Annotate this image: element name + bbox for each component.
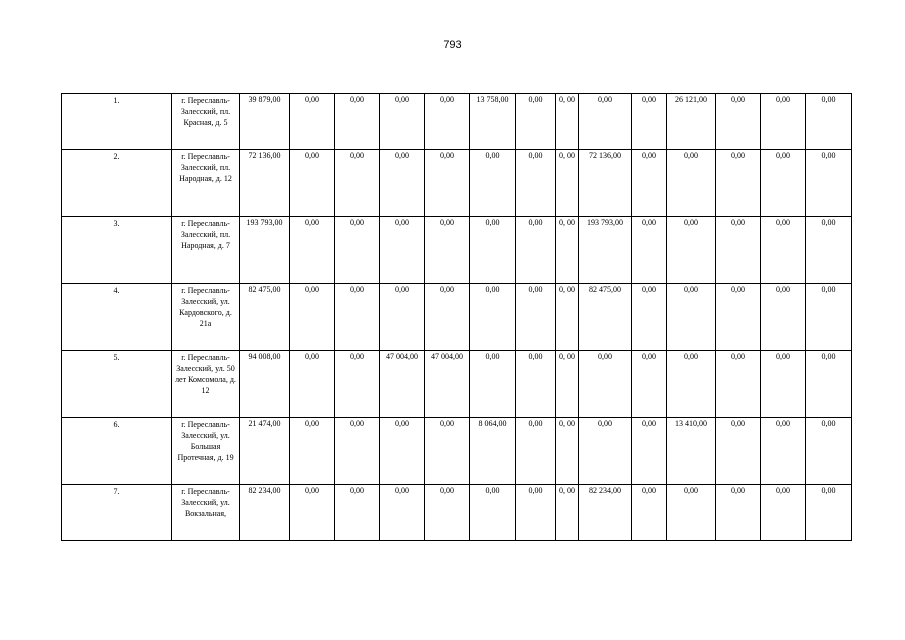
value-cell: 0,00	[425, 284, 470, 351]
value-cell: 0, 00	[556, 418, 579, 485]
value-cell: 0,00	[806, 284, 852, 351]
value-cell: 0,00	[632, 150, 667, 217]
value-cell: 0,00	[632, 94, 667, 150]
value-cell: 26 121,00	[667, 94, 716, 150]
value-cell: 39 879,00	[240, 94, 290, 150]
value-cell: 0,00	[516, 217, 556, 284]
value-cell: 0,00	[470, 284, 516, 351]
address-cell: г. Переславль-Залесский, ул. Вокзальная,	[172, 485, 240, 541]
row-number: 1.	[62, 94, 172, 150]
value-cell: 0,00	[335, 94, 380, 150]
value-cell: 0,00	[516, 418, 556, 485]
value-cell: 0,00	[290, 418, 335, 485]
value-cell: 0,00	[716, 485, 761, 541]
value-cell: 47 004,00	[380, 351, 425, 418]
value-cell: 0,00	[290, 284, 335, 351]
value-cell: 0,00	[290, 94, 335, 150]
value-cell: 0,00	[470, 485, 516, 541]
value-cell: 13 758,00	[470, 94, 516, 150]
value-cell: 0,00	[716, 150, 761, 217]
value-cell: 0,00	[516, 351, 556, 418]
value-cell: 0, 00	[556, 94, 579, 150]
address-cell: г. Переславль-Залесский, ул. 50 лет Комсомола, д. 12	[172, 351, 240, 418]
value-cell: 82 475,00	[240, 284, 290, 351]
value-cell: 0,00	[667, 485, 716, 541]
value-cell: 0,00	[667, 284, 716, 351]
value-cell: 47 004,00	[425, 351, 470, 418]
value-cell: 0,00	[335, 150, 380, 217]
value-cell: 0, 00	[556, 217, 579, 284]
value-cell: 0,00	[761, 485, 806, 541]
table-row	[62, 284, 852, 351]
address-cell: г. Переславль-Залесский, пл. Народная, д. 7	[172, 217, 240, 284]
address-cell: г. Переславль-Залесский, пл. Народная, д. 12	[172, 150, 240, 217]
value-cell: 0,00	[380, 418, 425, 485]
value-cell: 0,00	[667, 217, 716, 284]
row-number: 7.	[62, 485, 172, 541]
row-number: 5.	[62, 351, 172, 418]
value-cell: 0,00	[806, 217, 852, 284]
row-number: 6.	[62, 418, 172, 485]
table-row	[62, 217, 852, 284]
value-cell: 0,00	[806, 150, 852, 217]
value-cell: 0,00	[761, 217, 806, 284]
value-cell: 0,00	[425, 418, 470, 485]
row-number: 4.	[62, 284, 172, 351]
value-cell: 0,00	[579, 418, 632, 485]
value-cell: 0,00	[335, 284, 380, 351]
value-cell: 0,00	[579, 351, 632, 418]
value-cell: 0,00	[380, 94, 425, 150]
value-cell: 0,00	[516, 150, 556, 217]
value-cell: 0,00	[806, 418, 852, 485]
data-table	[61, 93, 852, 541]
table-body	[62, 94, 852, 541]
value-cell: 0,00	[425, 485, 470, 541]
value-cell: 0,00	[806, 94, 852, 150]
value-cell: 0,00	[761, 284, 806, 351]
value-cell: 0,00	[632, 217, 667, 284]
value-cell: 0,00	[761, 351, 806, 418]
value-cell: 0,00	[579, 94, 632, 150]
value-cell: 0,00	[290, 217, 335, 284]
value-cell: 0,00	[806, 351, 852, 418]
value-cell: 8 064,00	[470, 418, 516, 485]
value-cell: 0,00	[470, 217, 516, 284]
value-cell: 0,00	[716, 351, 761, 418]
value-cell: 0, 00	[556, 284, 579, 351]
address-cell: г. Переславль-Залесский, ул. Большая Протечная, д. 19	[172, 418, 240, 485]
value-cell: 21 474,00	[240, 418, 290, 485]
table-row	[62, 150, 852, 217]
value-cell: 0,00	[632, 351, 667, 418]
value-cell: 13 410,00	[667, 418, 716, 485]
value-cell: 0,00	[425, 94, 470, 150]
value-cell: 72 136,00	[579, 150, 632, 217]
value-cell: 0, 00	[556, 485, 579, 541]
page-number: 793	[443, 39, 462, 51]
value-cell: 0,00	[380, 217, 425, 284]
value-cell: 94 008,00	[240, 351, 290, 418]
value-cell: 0,00	[425, 150, 470, 217]
value-cell: 0,00	[761, 150, 806, 217]
value-cell: 0,00	[425, 217, 470, 284]
value-cell: 0,00	[716, 94, 761, 150]
value-cell: 0,00	[716, 284, 761, 351]
row-number: 2.	[62, 150, 172, 217]
address-cell: г. Переславль-Залесский, пл. Красная, д. 5	[172, 94, 240, 150]
value-cell: 72 136,00	[240, 150, 290, 217]
value-cell: 0,00	[380, 150, 425, 217]
value-cell: 0,00	[335, 418, 380, 485]
value-cell: 0,00	[761, 418, 806, 485]
value-cell: 0,00	[667, 150, 716, 217]
value-cell: 0,00	[667, 351, 716, 418]
table-row	[62, 94, 852, 150]
value-cell: 82 475,00	[579, 284, 632, 351]
value-cell: 0,00	[290, 150, 335, 217]
value-cell: 0,00	[632, 418, 667, 485]
value-cell: 0,00	[716, 418, 761, 485]
value-cell: 0,00	[290, 485, 335, 541]
value-cell: 0,00	[470, 351, 516, 418]
value-cell: 0,00	[335, 351, 380, 418]
address-cell: г. Переславль-Залесский, ул. Кардовского, д. 21а	[172, 284, 240, 351]
value-cell: 0, 00	[556, 150, 579, 217]
table-row	[62, 418, 852, 485]
value-cell: 0,00	[632, 485, 667, 541]
value-cell: 0,00	[516, 94, 556, 150]
value-cell: 0,00	[806, 485, 852, 541]
value-cell: 0,00	[516, 485, 556, 541]
table-row	[62, 485, 852, 541]
value-cell: 82 234,00	[579, 485, 632, 541]
value-cell: 0,00	[516, 284, 556, 351]
row-number: 3.	[62, 217, 172, 284]
value-cell: 0,00	[761, 94, 806, 150]
value-cell: 0,00	[335, 485, 380, 541]
value-cell: 0,00	[470, 150, 516, 217]
value-cell: 0,00	[380, 485, 425, 541]
value-cell: 0,00	[335, 217, 380, 284]
value-cell: 82 234,00	[240, 485, 290, 541]
value-cell: 0,00	[632, 284, 667, 351]
value-cell: 0, 00	[556, 351, 579, 418]
value-cell: 0,00	[716, 217, 761, 284]
value-cell: 0,00	[290, 351, 335, 418]
value-cell: 193 793,00	[579, 217, 632, 284]
table-row	[62, 351, 852, 418]
value-cell: 0,00	[380, 284, 425, 351]
value-cell: 193 793,00	[240, 217, 290, 284]
